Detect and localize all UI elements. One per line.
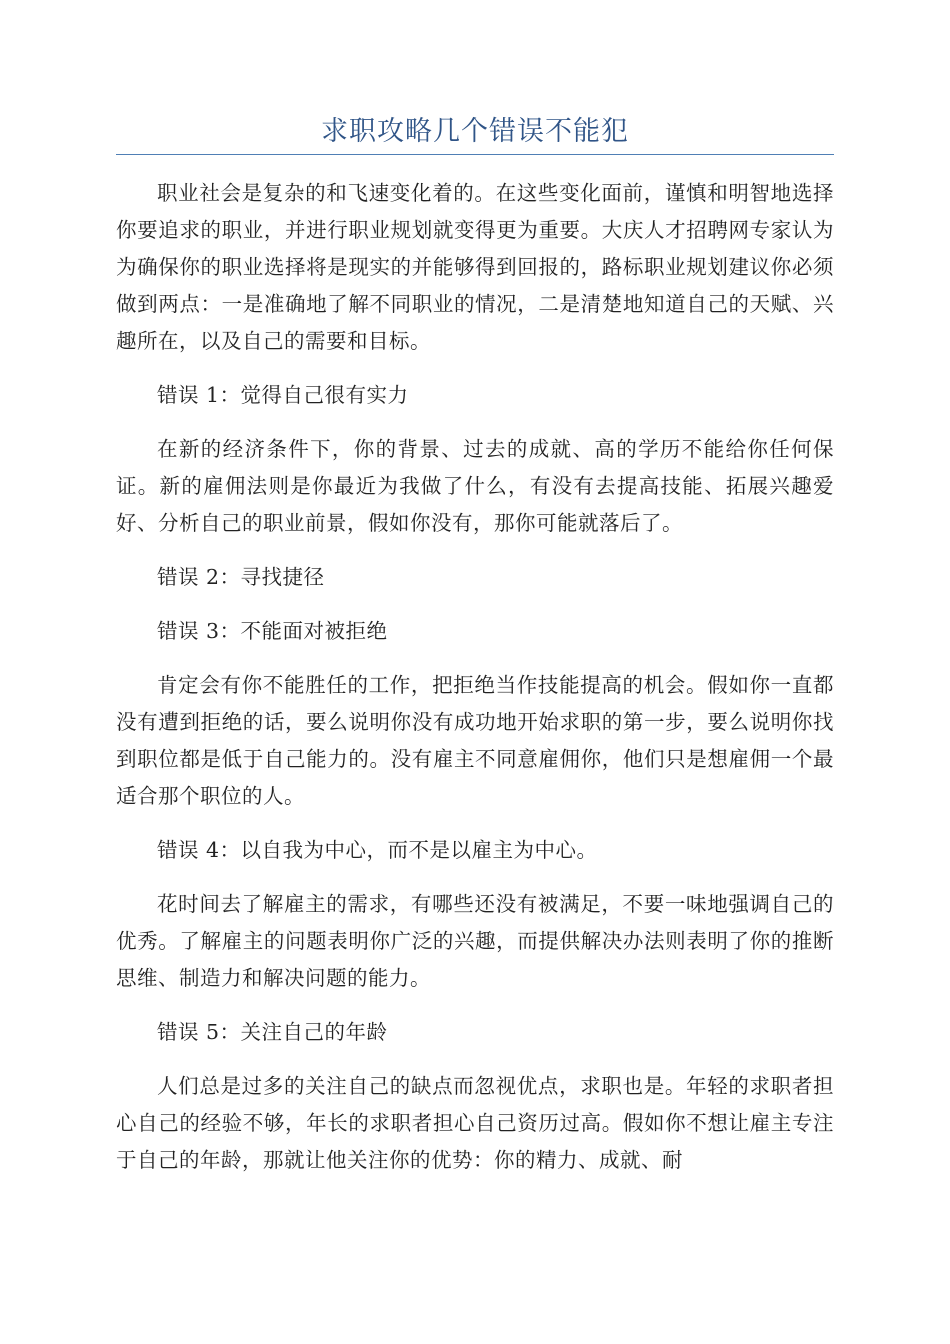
mistake-3-paragraph: 肯定会有你不能胜任的工作，把拒绝当作技能提高的机会。假如你一直都没有遭到拒绝的话，要么说明你没有成功地开始求职的第一步，要么说明你找到职位都是低于自己能力的。没有雇主不同意雇佣你，他们只是想雇佣一个最适合那个职位的人。: [116, 673, 834, 808]
mistake-1-paragraph: 在新的经济条件下，你的背景、过去的成就、高的学历不能给你任何保证。新的雇佣法则是你最近为我做了什么，有没有去提高技能、拓展兴趣爱好、分析自己的职业前景，假如你没有，那你可能就落后了。: [116, 437, 834, 535]
document-title: 求职攻略几个错误不能犯: [321, 116, 629, 147]
mistake-4-paragraph: 花时间去了解雇主的需求，有哪些还没有被满足，不要一味地强调自己的优秀。了解雇主的问题表明你广泛的兴趣，而提供解决办法则表明了你的推断思维、制造力和解决问题的能力。: [116, 892, 834, 990]
title-underline: [116, 154, 834, 155]
mistake-5-heading: 错误 5：关注自己的年龄: [157, 1020, 388, 1044]
mistake-2-heading: 错误 2：寻找捷径: [157, 565, 325, 589]
mistake-3-heading: 错误 3：不能面对被拒绝: [157, 619, 388, 643]
mistake-5-paragraph: 人们总是过多的关注自己的缺点而忽视优点，求职也是。年轻的求职者担心自己的经验不够，年长的求职者担心自己资历过高。假如你不想让雇主专注于自己的年龄，那就让他关注你的优势：你的精力、成就、耐: [116, 1074, 834, 1172]
intro-paragraph: 职业社会是复杂的和飞速变化着的。在这些变化面前，谨慎和明智地选择你要追求的职业，并进行职业规划就变得更为重要。大庆人才招聘网专家认为为确保你的职业选择将是现实的并能够得到回报的，路标职业规划建议你必须做到两点：一是准确地了解不同职业的情况，二是清楚地知道自己的天赋、兴趣所在，以及自己的需要和目标。: [116, 181, 834, 353]
mistake-1-heading: 错误 1：觉得自己很有实力: [157, 383, 409, 407]
mistake-4-heading: 错误 4：以自我为中心，而不是以雇主为中心。: [157, 838, 598, 862]
document-body: [116, 175, 834, 1196]
